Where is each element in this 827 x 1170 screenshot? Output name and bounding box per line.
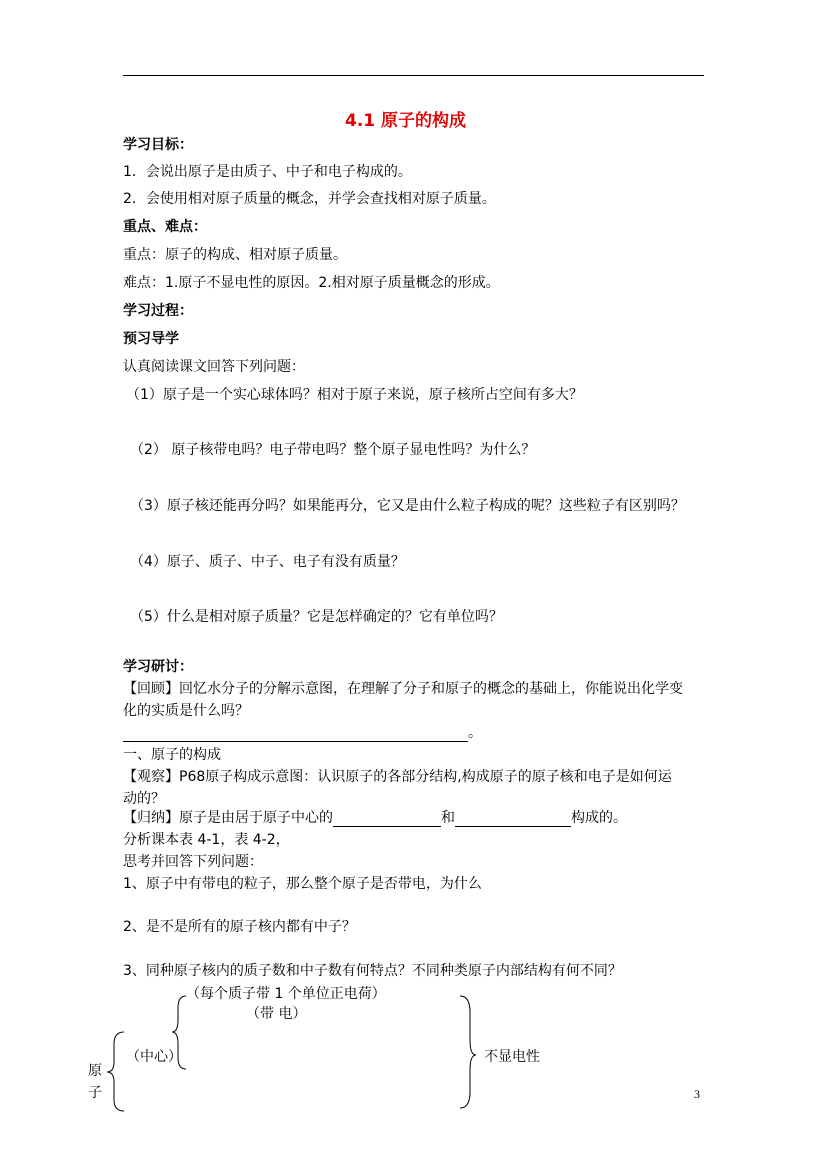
think-question-2: 2、是不是所有的原子核内都有中子？ [123,919,356,935]
right-brace [460,996,476,1108]
review-line-2: 化的实质是什么吗？ [123,703,249,719]
key-heading: 重点、难点： [123,219,207,235]
page-number: 3 [694,1087,700,1101]
think-question-1: 1、原子中有带电的粒子，那么整个原子是否带电，为什么 [123,876,482,892]
center-label: （中心） [126,1049,182,1065]
question-2: （2） 原子核带电吗？电子带电吗？整个原子显电性吗？为什么？ [130,442,536,458]
observe-line-2: 动的？ [123,791,165,807]
nucleus-left-brace [172,996,186,1069]
outer-left-brace [107,1032,124,1111]
process-heading: 学习过程： [123,303,193,319]
question-3: （3）原子核还能再分吗？如果能再分，它又是由什么粒子构成的呢？这些粒子有区别吗？ [130,498,685,514]
key-point: 重点：原子的构成、相对原子质量。 [123,247,347,263]
question-1: （1）原子是一个实心球体吗？相对于原子来说，原子核所占空间有多大？ [126,387,583,403]
part-1-heading: 一、原子的构成 [123,747,221,763]
charge-label: （带 电） [246,1006,307,1022]
observe-line-1: 【观察】P68原子构成示意图：认识原子的各部分结构,构成原子的原子核和电子是如何运 [123,769,672,785]
page-title: 4.1 原子的构成 [345,111,467,131]
review-answer-line: 。 [123,724,482,742]
goal-2: 2．会使用相对原子质量的概念，并学会查找相对原子质量。 [123,191,496,207]
atom-label-2: 子 [88,1085,102,1101]
think-question-3: 3、同种原子核内的质子数和中子数有何特点？不同种类原子内部结构有何不同？ [123,963,622,979]
review-line-1: 【回顾】回忆水分子的分解示意图，在理解了分子和原子的概念的基础上，你能说出化学变 [123,681,683,697]
summary-line: 【归纳】原子是由居于原子中心的 和 构成的。 [123,810,627,826]
question-4: （4）原子、质子、中子、电子有没有质量？ [130,554,405,570]
study-heading: 学习研讨： [123,659,193,675]
goal-1: 1．会说出原子是由质子、中子和电子构成的。 [123,164,412,180]
neutral-label: 不显电性 [484,1049,540,1065]
atom-label-1: 原 [88,1063,102,1079]
think-line: 思考并回答下列问题： [123,854,263,870]
preview-intro: 认真阅读课文回答下列问题： [123,359,305,375]
analyze-line: 分析课本表 4-1，表 4-2， [123,832,290,848]
question-5: （5）什么是相对原子质量？它是怎样确定的？它有单位吗？ [130,609,503,625]
proton-note: （每个质子带 1 个单位正电荷） [186,986,386,1002]
difficult-point: 难点：1.原子不显电性的原因。2.相对原子质量概念的形成。 [123,275,500,291]
preview-heading: 预习导学 [123,331,179,347]
goals-heading: 学习目标： [123,137,193,153]
